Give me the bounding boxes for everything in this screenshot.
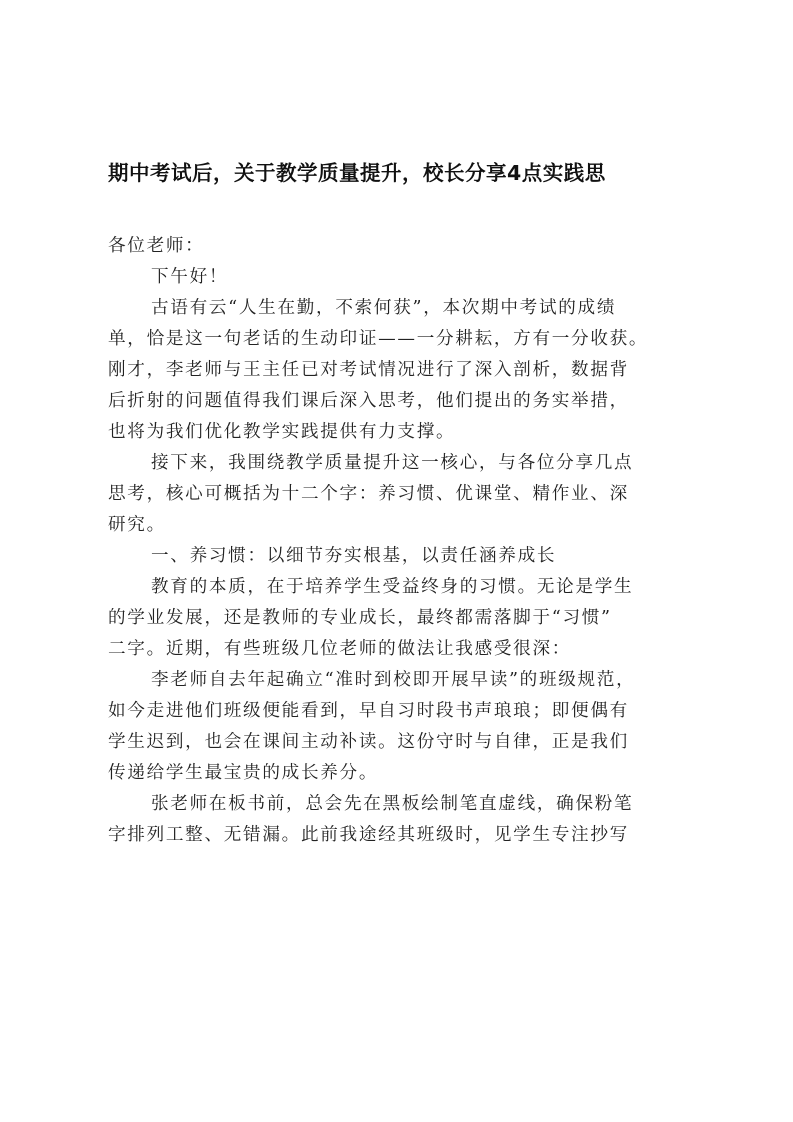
text-line: 古语有云“人生在勤，不索何获”，本次期中考试的成绩 [151, 298, 617, 318]
salutation-line: 各位老师： [108, 236, 205, 256]
text-line: 也将为我们优化教学实践提供有力支撑。 [108, 422, 456, 442]
section-heading-1: 一、养习惯：以细节夯实根基，以责任涵养成长 [151, 546, 557, 566]
text-line: 张老师在板书前，总会先在黑板绘制笔直虚线，确保粉笔 [151, 794, 634, 814]
document-title: 期中考试后，关于教学质量提升，校长分享4点实践思 [108, 161, 606, 185]
text-line: 李老师自去年起确立“准时到校即开展早读”的班级规范， [151, 670, 636, 690]
text-line: 研究。 [108, 515, 166, 535]
text-line: 字排列工整、无错漏。此前我途经其班级时，见学生专注抄写 [108, 825, 629, 845]
text-line: 二字。近期，有些班级几位老师的做法让我感受很深： [108, 639, 572, 659]
text-line: 教育的本质，在于培养学生受益终身的习惯。无论是学生 [151, 577, 634, 597]
text-line: 如今走进他们班级便能看到，早自习时段书声琅琅；即便偶有 [108, 701, 629, 721]
text-line: 传递给学生最宝贵的成长养分。 [108, 763, 379, 783]
document-body [108, 231, 686, 851]
text-line: 学生迟到，也会在课间主动补读。这份守时与自律，正是我们 [108, 732, 629, 752]
text-line: 接下来，我围绕教学质量提升这一核心，与各位分享几点 [151, 453, 634, 473]
text-line: 刚才，李老师与王主任已对考试情况进行了深入剖析，数据背 [108, 360, 629, 380]
text-line: 思考，核心可概括为十二个字：养习惯、优课堂、精作业、深 [108, 484, 629, 504]
text-line: 的学业发展，还是教师的专业成长，最终都需落脚于“习惯” [108, 608, 612, 628]
text-line: 单，恰是这一句老话的生动印证——一分耕耘，方有一分收获。 [108, 329, 649, 349]
text-line: 后折射的问题值得我们课后深入思考，他们提出的务实举措， [108, 391, 629, 411]
greeting-line: 下午好！ [151, 267, 229, 287]
